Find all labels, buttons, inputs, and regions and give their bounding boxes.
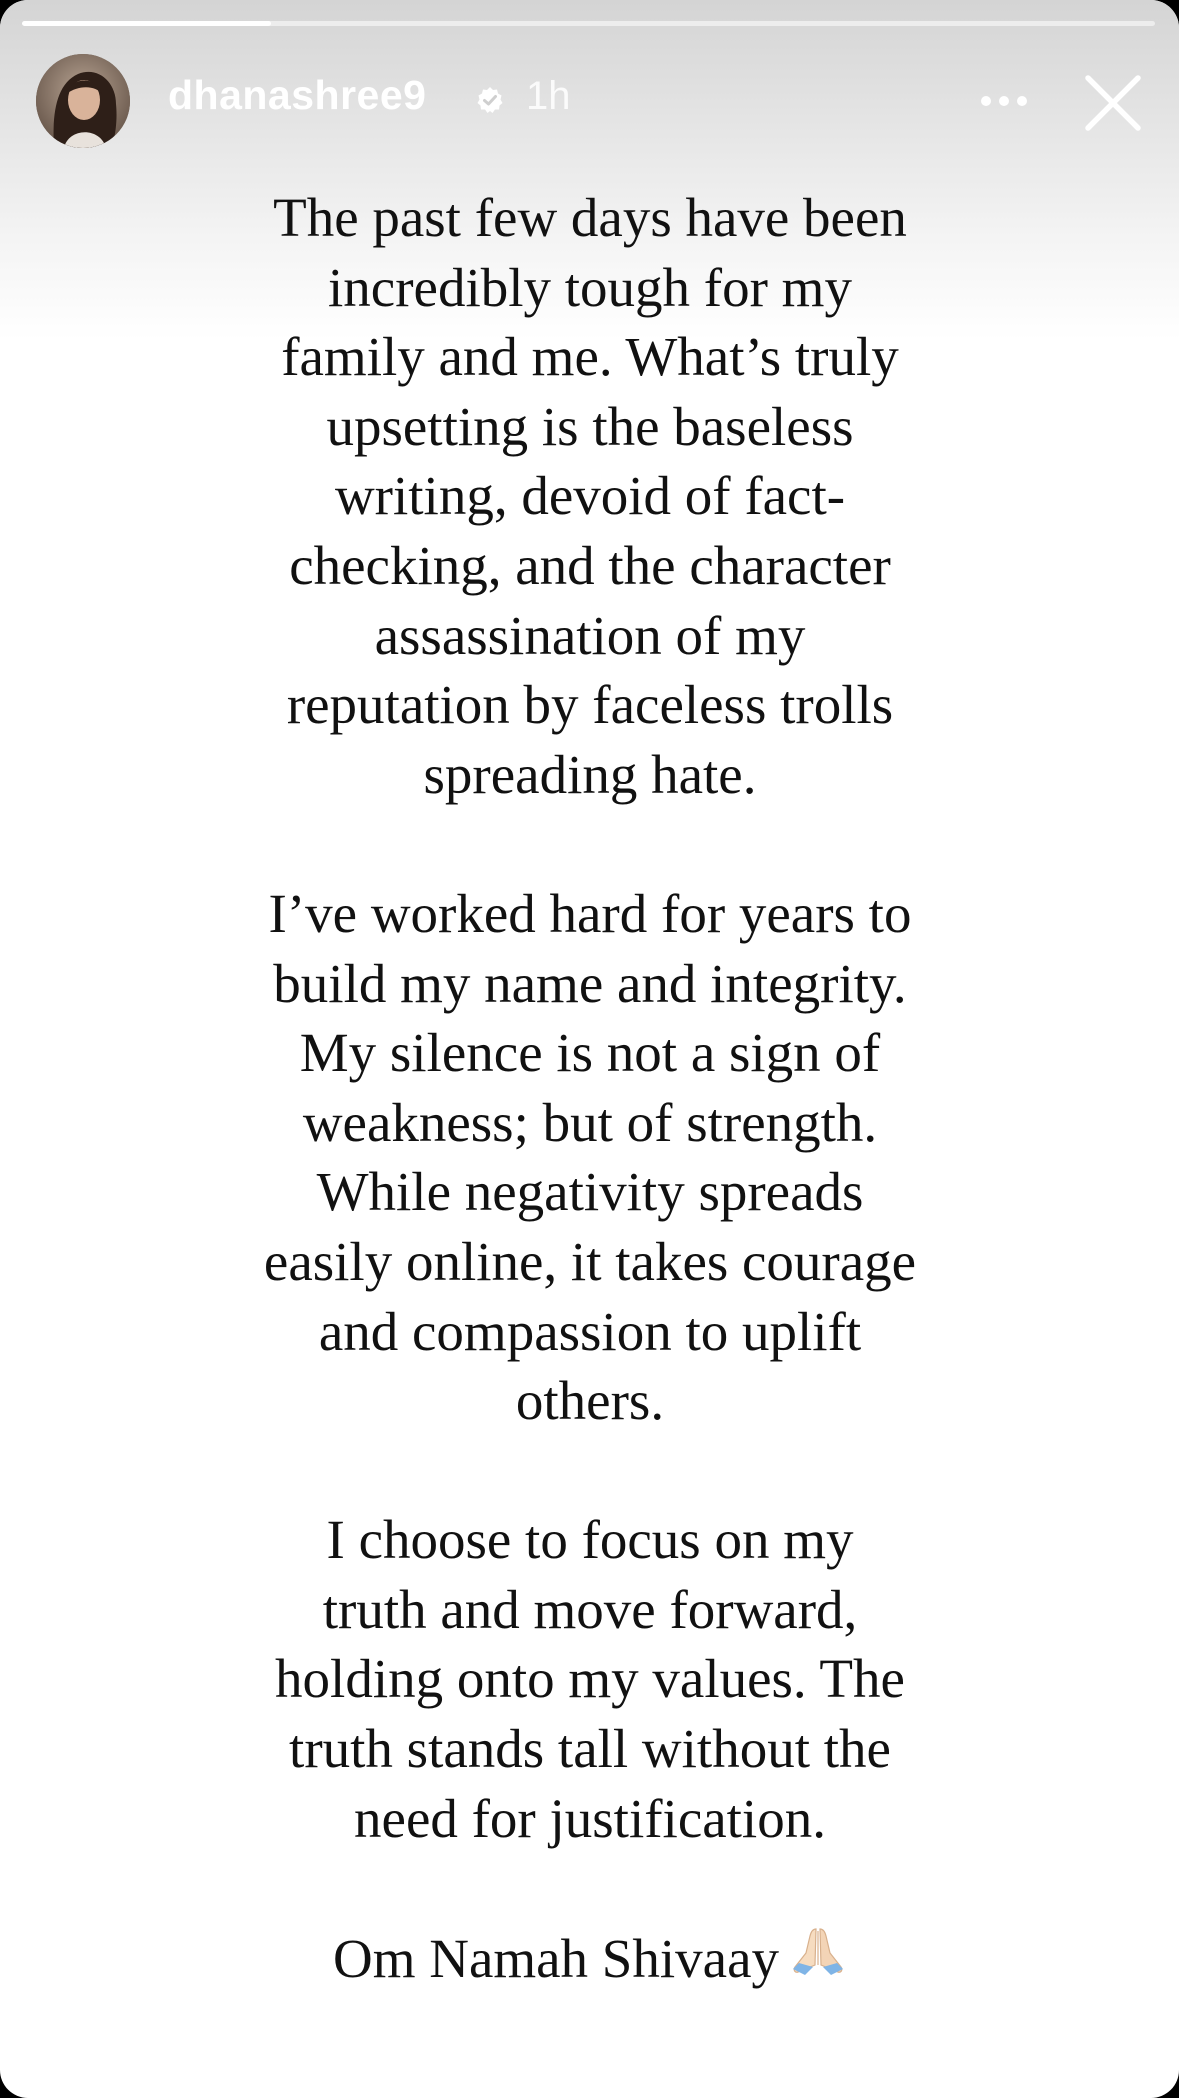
paragraph-spacer	[170, 809, 1010, 879]
post-time: 1h	[526, 74, 571, 118]
caption-paragraph-1: The past few days have been incredibly tough for my family and me. What’s truly upsetting is the baseless writing, devoid of fact- checking, and the character assassination of my reputation by faceless trolls spreading hate.	[273, 187, 907, 805]
more-options-icon[interactable]	[973, 88, 1035, 114]
username[interactable]: dhanashree9	[168, 72, 427, 118]
story-progress-fill	[22, 21, 271, 26]
story-progress-bar	[22, 21, 1155, 26]
signoff-text: Om Namah Shivaay	[332, 1927, 779, 1989]
story-header	[36, 52, 1146, 148]
avatar-photo	[36, 54, 130, 148]
paragraph-spacer	[170, 1853, 1010, 1923]
folded-hands-icon	[789, 1923, 847, 1981]
avatar[interactable]	[36, 54, 130, 148]
story-caption	[170, 183, 1010, 1993]
caption-paragraph-2: I’ve worked hard for years to build my name and integrity. My silence is not a sign of weakness; but of strength. While negativity spreads easily online, it takes courage and compassion to uplift others.	[263, 882, 917, 1432]
close-icon[interactable]	[1082, 72, 1144, 134]
caption-paragraph-3: I choose to focus on my truth and move forward, holding onto my values. The truth stands tall without the need for justification.	[275, 1509, 905, 1849]
paragraph-spacer	[170, 1436, 1010, 1506]
caption-signoff	[170, 1923, 1010, 1994]
verified-badge-icon	[476, 86, 504, 114]
